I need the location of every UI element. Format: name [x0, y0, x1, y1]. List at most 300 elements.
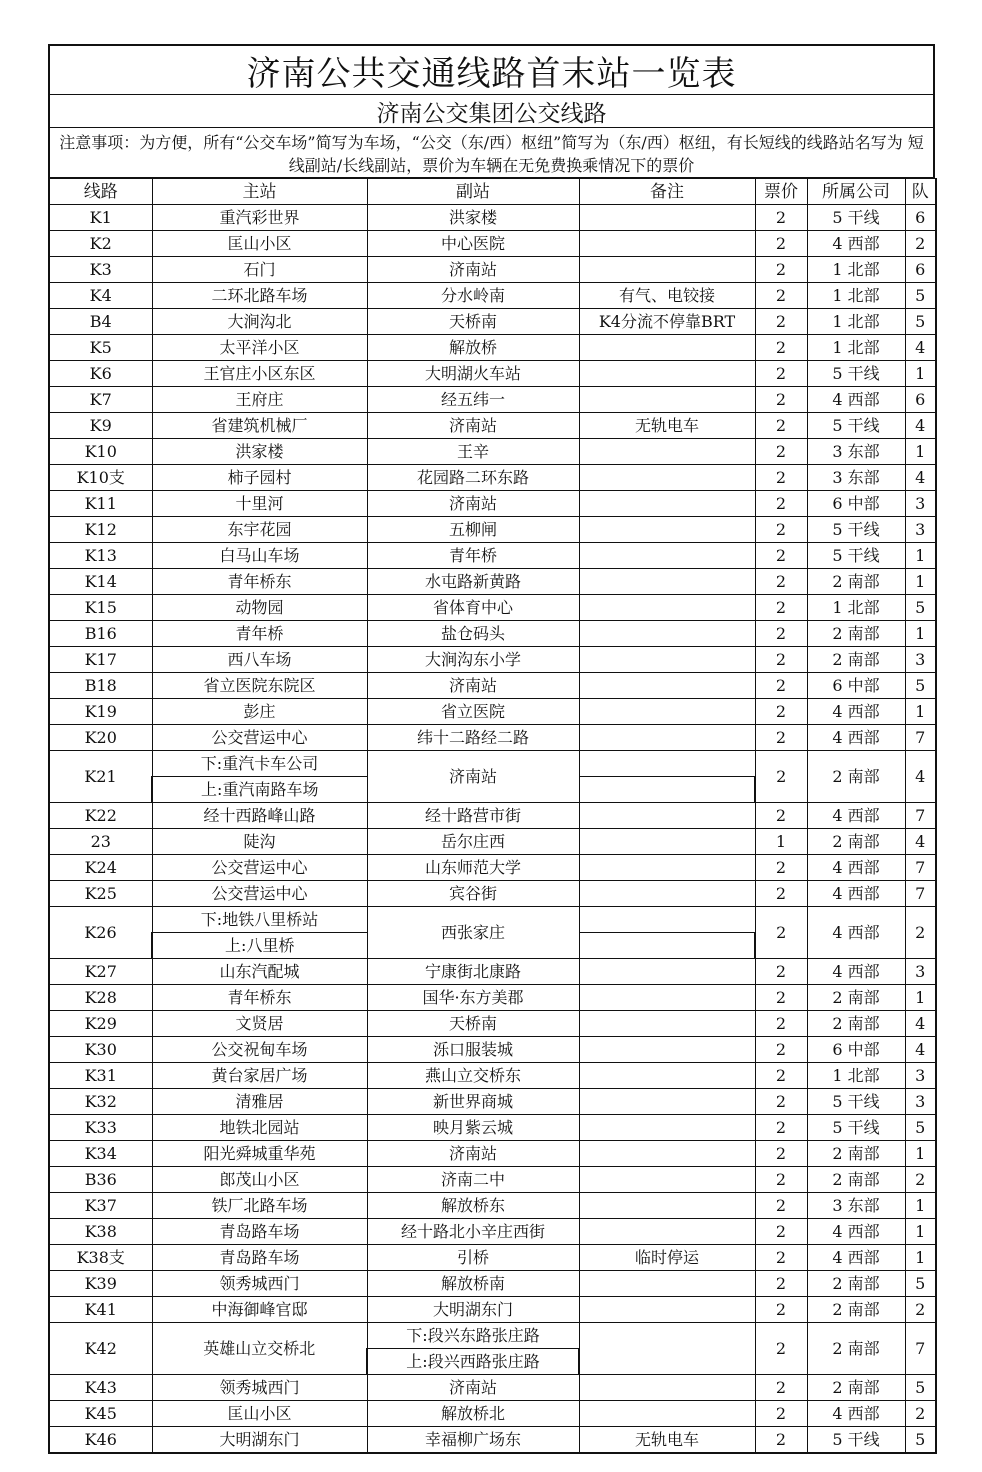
cell-company: 2 南部 — [807, 1011, 905, 1037]
cell-company: 5 干线 — [807, 517, 905, 543]
cell-line: K17 — [49, 647, 152, 673]
cell-company: 5 干线 — [807, 543, 905, 569]
cell-fare: 2 — [755, 621, 807, 647]
cell-line: B4 — [49, 309, 152, 335]
cell-line: K25 — [49, 881, 152, 907]
table-row — [49, 907, 936, 933]
cell-sub-station: 燕山立交桥东 — [367, 1063, 579, 1089]
cell-note — [579, 1297, 755, 1323]
cell-main-station: 洪家楼 — [152, 439, 367, 465]
cell-main-station: 省建筑机械厂 — [152, 413, 367, 439]
cell-company: 5 干线 — [807, 1115, 905, 1141]
cell-note: 无轨电车 — [579, 1427, 755, 1454]
cell-main-station: 下:地铁八里桥站 — [152, 907, 367, 933]
cell-line: K27 — [49, 959, 152, 985]
cell-note — [579, 543, 755, 569]
cell-team: 3 — [905, 1089, 936, 1115]
cell-team: 1 — [905, 543, 936, 569]
cell-note — [579, 855, 755, 881]
cell-line: K13 — [49, 543, 152, 569]
cell-line: B36 — [49, 1167, 152, 1193]
cell-line: K43 — [49, 1375, 152, 1401]
cell-company: 4 西部 — [807, 1219, 905, 1245]
cell-note — [579, 1323, 755, 1375]
cell-company: 4 西部 — [807, 907, 905, 959]
cell-note — [579, 725, 755, 751]
table-row — [49, 1063, 936, 1089]
cell-main-station: 青年桥东 — [152, 985, 367, 1011]
table-row — [49, 1193, 936, 1219]
cell-main-station: 地铁北园站 — [152, 1115, 367, 1141]
cell-line: K5 — [49, 335, 152, 361]
cell-company: 3 东部 — [807, 439, 905, 465]
cell-team: 2 — [905, 1401, 936, 1427]
cell-team: 5 — [905, 1427, 936, 1454]
table-row — [49, 1401, 936, 1427]
cell-team: 7 — [905, 855, 936, 881]
cell-sub-station: 宁康街北康路 — [367, 959, 579, 985]
cell-fare: 2 — [755, 1141, 807, 1167]
table-row — [49, 413, 936, 439]
table-row — [49, 205, 936, 231]
cell-sub-station: 盐仓码头 — [367, 621, 579, 647]
cell-fare: 2 — [755, 205, 807, 231]
cell-company: 2 南部 — [807, 829, 905, 855]
cell-note — [579, 1011, 755, 1037]
cell-note — [579, 647, 755, 673]
cell-main-station: 公交营运中心 — [152, 855, 367, 881]
table-row — [49, 725, 936, 751]
header-sub-station: 副站 — [367, 179, 579, 205]
cell-note — [579, 699, 755, 725]
cell-sub-station: 王辛 — [367, 439, 579, 465]
cell-line: K29 — [49, 1011, 152, 1037]
cell-note — [579, 569, 755, 595]
table-row — [49, 1271, 936, 1297]
cell-line: K45 — [49, 1401, 152, 1427]
cell-team: 5 — [905, 309, 936, 335]
cell-line: K38支 — [49, 1245, 152, 1271]
cell-company: 4 西部 — [807, 231, 905, 257]
cell-fare: 2 — [755, 699, 807, 725]
cell-company: 4 西部 — [807, 803, 905, 829]
table-row — [49, 543, 936, 569]
cell-fare: 2 — [755, 413, 807, 439]
cell-note — [579, 387, 755, 413]
cell-line: B16 — [49, 621, 152, 647]
cell-company: 5 干线 — [807, 205, 905, 231]
cell-sub-station: 宾谷街 — [367, 881, 579, 907]
cell-line: K30 — [49, 1037, 152, 1063]
cell-team: 4 — [905, 1037, 936, 1063]
cell-company: 4 西部 — [807, 1401, 905, 1427]
cell-fare: 2 — [755, 1011, 807, 1037]
cell-company: 1 北部 — [807, 309, 905, 335]
cell-line: K14 — [49, 569, 152, 595]
cell-note — [579, 907, 755, 933]
cell-main-station: 青岛路车场 — [152, 1245, 367, 1271]
cell-team: 1 — [905, 1141, 936, 1167]
cell-fare: 2 — [755, 387, 807, 413]
table-row — [49, 1011, 936, 1037]
cell-fare: 2 — [755, 907, 807, 959]
cell-fare: 2 — [755, 257, 807, 283]
cell-note — [579, 829, 755, 855]
cell-fare: 2 — [755, 1219, 807, 1245]
cell-sub-station: 济南站 — [367, 491, 579, 517]
cell-fare: 2 — [755, 309, 807, 335]
cell-main-station: 清雅居 — [152, 1089, 367, 1115]
cell-sub-station: 五柳闸 — [367, 517, 579, 543]
cell-note — [579, 1219, 755, 1245]
table-row — [49, 283, 936, 309]
cell-team: 7 — [905, 881, 936, 907]
cell-fare: 2 — [755, 543, 807, 569]
cell-note — [579, 1271, 755, 1297]
cell-sub-station: 济南站 — [367, 673, 579, 699]
cell-line: K22 — [49, 803, 152, 829]
cell-main-station: 青岛路车场 — [152, 1219, 367, 1245]
table-row — [49, 1245, 936, 1271]
cell-main-station: 领秀城西门 — [152, 1375, 367, 1401]
cell-main-station: 公交营运中心 — [152, 725, 367, 751]
cell-note — [579, 205, 755, 231]
table-row — [49, 1297, 936, 1323]
table-row — [49, 1219, 936, 1245]
cell-team: 4 — [905, 1011, 936, 1037]
cell-line: K3 — [49, 257, 152, 283]
cell-fare: 2 — [755, 959, 807, 985]
cell-team: 5 — [905, 1271, 936, 1297]
cell-sub-station: 济南站 — [367, 257, 579, 283]
cell-sub-station: 下:段兴东路张庄路 — [367, 1323, 579, 1349]
cell-sub-station: 上:段兴西路张庄路 — [367, 1349, 579, 1375]
cell-note — [579, 985, 755, 1011]
cell-note — [579, 959, 755, 985]
cell-sub-station: 济南站 — [367, 751, 579, 803]
cell-fare: 2 — [755, 803, 807, 829]
cell-team: 1 — [905, 621, 936, 647]
header-company: 所属公司 — [807, 179, 905, 205]
cell-sub-station: 解放桥 — [367, 335, 579, 361]
cell-company: 6 中部 — [807, 673, 905, 699]
cell-company: 6 中部 — [807, 1037, 905, 1063]
cell-sub-station: 幸福柳广场东 — [367, 1427, 579, 1454]
table-row — [49, 465, 936, 491]
cell-team: 6 — [905, 257, 936, 283]
cell-sub-station: 岳尔庄西 — [367, 829, 579, 855]
cell-company: 4 西部 — [807, 725, 905, 751]
cell-sub-station: 天桥南 — [367, 309, 579, 335]
cell-sub-station: 天桥南 — [367, 1011, 579, 1037]
cell-note — [579, 465, 755, 491]
cell-line: K32 — [49, 1089, 152, 1115]
cell-fare: 2 — [755, 647, 807, 673]
cell-company: 3 东部 — [807, 465, 905, 491]
cell-note-empty — [579, 933, 755, 959]
cell-fare: 2 — [755, 335, 807, 361]
cell-team: 6 — [905, 205, 936, 231]
table-row — [49, 361, 936, 387]
cell-company: 1 北部 — [807, 1063, 905, 1089]
table-row — [49, 387, 936, 413]
cell-main-station: 文贤居 — [152, 1011, 367, 1037]
table-row — [49, 647, 936, 673]
cell-line: K33 — [49, 1115, 152, 1141]
cell-fare: 2 — [755, 751, 807, 803]
cell-line: K26 — [49, 907, 152, 959]
cell-main-station: 公交祝甸车场 — [152, 1037, 367, 1063]
cell-sub-station: 水屯路新黄路 — [367, 569, 579, 595]
cell-main-station: 上:八里桥 — [152, 933, 367, 959]
table-row — [49, 517, 936, 543]
cell-sub-station: 省立医院 — [367, 699, 579, 725]
cell-company: 4 西部 — [807, 699, 905, 725]
cell-company: 4 西部 — [807, 959, 905, 985]
cell-team: 1 — [905, 1219, 936, 1245]
notice-text: 注意事项：为方便，所有“公交车场”简写为车场，“公交（东/西）枢纽”简写为（东/西）枢纽，有长短线的线路站名写为 短线副站/长线副站，票价为车辆在无免费换乘情况下的票价 — [48, 128, 935, 178]
cell-note — [579, 1193, 755, 1219]
cell-fare: 2 — [755, 1323, 807, 1375]
cell-fare: 2 — [755, 1427, 807, 1454]
cell-note — [579, 231, 755, 257]
cell-note: 有气、电铰接 — [579, 283, 755, 309]
table-row — [49, 959, 936, 985]
cell-main-station: 青年桥 — [152, 621, 367, 647]
cell-note — [579, 1401, 755, 1427]
cell-note — [579, 439, 755, 465]
cell-fare: 2 — [755, 1401, 807, 1427]
cell-main-station: 白马山车场 — [152, 543, 367, 569]
cell-note — [579, 1037, 755, 1063]
cell-line: K4 — [49, 283, 152, 309]
cell-line: K28 — [49, 985, 152, 1011]
cell-fare: 2 — [755, 1115, 807, 1141]
cell-main-station: 石门 — [152, 257, 367, 283]
cell-sub-station: 经十路北小辛庄西街 — [367, 1219, 579, 1245]
cell-note — [579, 751, 755, 777]
cell-main-station: 下:重汽卡车公司 — [152, 751, 367, 777]
table-row — [49, 257, 936, 283]
cell-fare: 2 — [755, 725, 807, 751]
cell-note — [579, 881, 755, 907]
cell-line: K46 — [49, 1427, 152, 1454]
cell-company: 2 南部 — [807, 1375, 905, 1401]
cell-sub-station: 解放桥南 — [367, 1271, 579, 1297]
cell-fare: 2 — [755, 1089, 807, 1115]
cell-team: 2 — [905, 1297, 936, 1323]
cell-team: 2 — [905, 231, 936, 257]
cell-sub-station: 经五纬一 — [367, 387, 579, 413]
cell-main-station: 十里河 — [152, 491, 367, 517]
cell-sub-station: 洪家楼 — [367, 205, 579, 231]
cell-line: K38 — [49, 1219, 152, 1245]
table-row — [49, 1427, 936, 1454]
cell-main-station: 上:重汽南路车场 — [152, 777, 367, 803]
cell-main-station: 王府庄 — [152, 387, 367, 413]
cell-team: 1 — [905, 985, 936, 1011]
cell-team: 3 — [905, 1063, 936, 1089]
cell-fare: 2 — [755, 1167, 807, 1193]
cell-fare: 2 — [755, 465, 807, 491]
cell-company: 5 干线 — [807, 361, 905, 387]
cell-line: K39 — [49, 1271, 152, 1297]
table-row — [49, 491, 936, 517]
cell-company: 2 南部 — [807, 1323, 905, 1375]
cell-main-station: 阳光舜城重华苑 — [152, 1141, 367, 1167]
cell-line: K6 — [49, 361, 152, 387]
table-row — [49, 231, 936, 257]
cell-team: 1 — [905, 569, 936, 595]
cell-note — [579, 595, 755, 621]
cell-fare: 2 — [755, 985, 807, 1011]
cell-fare: 2 — [755, 1063, 807, 1089]
cell-main-station: 东宇花园 — [152, 517, 367, 543]
table-row — [49, 855, 936, 881]
cell-team: 4 — [905, 335, 936, 361]
cell-note — [579, 491, 755, 517]
cell-main-station: 省立医院东院区 — [152, 673, 367, 699]
cell-company: 2 南部 — [807, 751, 905, 803]
cell-sub-station: 解放桥北 — [367, 1401, 579, 1427]
cell-sub-station: 引桥 — [367, 1245, 579, 1271]
cell-line: K42 — [49, 1323, 152, 1375]
cell-main-station: 大明湖东门 — [152, 1427, 367, 1454]
cell-line: K7 — [49, 387, 152, 413]
cell-fare: 2 — [755, 855, 807, 881]
cell-line: K2 — [49, 231, 152, 257]
cell-company: 2 南部 — [807, 985, 905, 1011]
cell-team: 4 — [905, 751, 936, 803]
cell-sub-station: 省体育中心 — [367, 595, 579, 621]
cell-main-station: 青年桥东 — [152, 569, 367, 595]
cell-main-station: 王官庄小区东区 — [152, 361, 367, 387]
cell-note — [579, 1141, 755, 1167]
cell-company: 1 北部 — [807, 257, 905, 283]
cell-company: 5 干线 — [807, 1427, 905, 1454]
cell-line: K11 — [49, 491, 152, 517]
cell-sub-station: 西张家庄 — [367, 907, 579, 959]
cell-company: 1 北部 — [807, 595, 905, 621]
header-note: 备注 — [579, 179, 755, 205]
cell-main-station: 匡山小区 — [152, 231, 367, 257]
cell-fare: 2 — [755, 673, 807, 699]
cell-sub-station: 花园路二环东路 — [367, 465, 579, 491]
cell-main-station: 匡山小区 — [152, 1401, 367, 1427]
cell-fare: 2 — [755, 491, 807, 517]
cell-main-station: 重汽彩世界 — [152, 205, 367, 231]
cell-team: 3 — [905, 647, 936, 673]
cell-fare: 2 — [755, 517, 807, 543]
table-row — [49, 309, 936, 335]
cell-company: 2 南部 — [807, 621, 905, 647]
cell-team: 7 — [905, 1323, 936, 1375]
cell-line: K37 — [49, 1193, 152, 1219]
cell-sub-station: 分水岭南 — [367, 283, 579, 309]
cell-sub-station: 映月紫云城 — [367, 1115, 579, 1141]
cell-main-station: 英雄山立交桥北 — [152, 1323, 367, 1375]
table-row — [49, 621, 936, 647]
table-row — [49, 829, 936, 855]
cell-sub-station: 新世界商城 — [367, 1089, 579, 1115]
cell-fare: 2 — [755, 439, 807, 465]
header-line: 线路 — [49, 179, 152, 205]
cell-fare: 2 — [755, 1375, 807, 1401]
header-fare: 票价 — [755, 179, 807, 205]
cell-main-station: 大涧沟北 — [152, 309, 367, 335]
table-row — [49, 595, 936, 621]
table-row — [49, 1115, 936, 1141]
cell-sub-station: 中心医院 — [367, 231, 579, 257]
cell-note — [579, 673, 755, 699]
cell-main-station: 郎茂山小区 — [152, 1167, 367, 1193]
cell-sub-station: 国华·东方美郡 — [367, 985, 579, 1011]
cell-fare: 2 — [755, 881, 807, 907]
cell-team: 1 — [905, 1245, 936, 1271]
cell-company: 1 北部 — [807, 335, 905, 361]
table-row — [49, 335, 936, 361]
cell-main-station: 西八车场 — [152, 647, 367, 673]
cell-fare: 1 — [755, 829, 807, 855]
table-row — [49, 569, 936, 595]
cell-team: 2 — [905, 1167, 936, 1193]
cell-main-station: 公交营运中心 — [152, 881, 367, 907]
page-title: 济南公共交通线路首末站一览表 — [48, 44, 935, 95]
cell-sub-station: 大明湖东门 — [367, 1297, 579, 1323]
cell-team: 5 — [905, 283, 936, 309]
cell-line: K19 — [49, 699, 152, 725]
cell-note: K4分流不停靠BRT — [579, 309, 755, 335]
cell-line: K21 — [49, 751, 152, 803]
cell-company: 1 北部 — [807, 283, 905, 309]
header-main-station: 主站 — [152, 179, 367, 205]
cell-sub-station: 泺口服装城 — [367, 1037, 579, 1063]
cell-note-empty — [579, 777, 755, 803]
table-row — [49, 673, 936, 699]
cell-note — [579, 1167, 755, 1193]
cell-company: 5 干线 — [807, 413, 905, 439]
cell-line: B18 — [49, 673, 152, 699]
cell-main-station: 铁厂北路车场 — [152, 1193, 367, 1219]
table-row — [49, 985, 936, 1011]
table-row — [49, 439, 936, 465]
cell-team: 1 — [905, 439, 936, 465]
cell-fare: 2 — [755, 283, 807, 309]
cell-company: 2 南部 — [807, 569, 905, 595]
cell-company: 3 东部 — [807, 1193, 905, 1219]
cell-line: K10 — [49, 439, 152, 465]
cell-team: 4 — [905, 465, 936, 491]
cell-team: 1 — [905, 1193, 936, 1219]
cell-line: K20 — [49, 725, 152, 751]
cell-team: 1 — [905, 699, 936, 725]
cell-team: 3 — [905, 491, 936, 517]
cell-team: 1 — [905, 361, 936, 387]
cell-fare: 2 — [755, 361, 807, 387]
cell-note: 无轨电车 — [579, 413, 755, 439]
cell-sub-station: 纬十二路经二路 — [367, 725, 579, 751]
table-row — [49, 1167, 936, 1193]
cell-line: K9 — [49, 413, 152, 439]
cell-note — [579, 361, 755, 387]
cell-fare: 2 — [755, 1193, 807, 1219]
cell-main-station: 领秀城西门 — [152, 1271, 367, 1297]
cell-note — [579, 517, 755, 543]
cell-sub-station: 济南站 — [367, 413, 579, 439]
cell-main-station: 彭庄 — [152, 699, 367, 725]
cell-company: 4 西部 — [807, 387, 905, 413]
cell-team: 3 — [905, 517, 936, 543]
